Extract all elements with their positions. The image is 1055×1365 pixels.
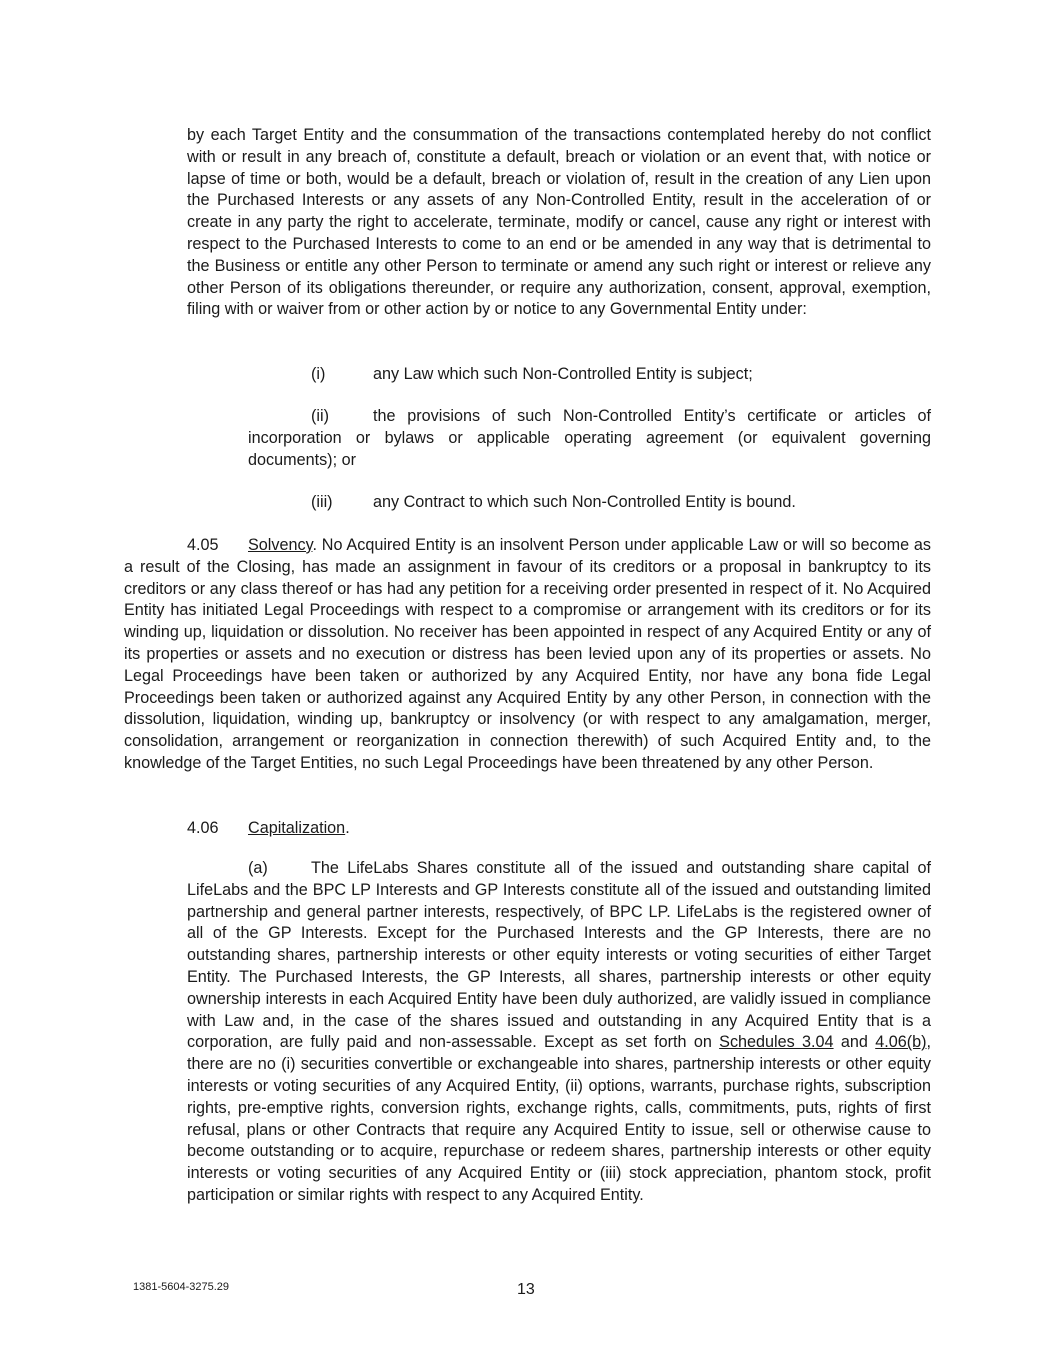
section-number: 4.05 bbox=[187, 536, 219, 554]
section-heading: Solvency bbox=[248, 536, 313, 554]
section-heading: Capitalization bbox=[248, 819, 346, 837]
section-4-05 bbox=[124, 535, 931, 775]
item-text: any Law which such Non-Controlled Entity is subject; bbox=[373, 365, 753, 383]
item-text: the provisions of such Non-Controlled Entity’s certificate or articles of incorporation or bylaws or applicable operating agreement (or equivalent governing documents); or bbox=[248, 407, 931, 469]
section-text: . No Acquired Entity is an insolvent Person under applicable Law or will so become as a result of the Closing, has made an assignment in favour of its creditors or a proposal in bankruptcy to its creditors or any class thereof or has had any petition for a receiving order presented in respect of it. No Acquired Entity has initiated Legal Proceedings with respect to a compromise or arrangement with its creditors or for its winding up, liquidation or dissolution. No receiver has been appointed in respect of any Acquired Entity or any of its properties or assets and no execution or distress has been levied upon any of its properties or assets. No Legal Proceedings have been taken or authorized by any Acquired Entity, nor have any bona fide Legal Proceedings been taken or authorized against any Acquired Entity by any other Person, in connection with the dissolution, liquidation, winding up, bankruptcy or insolvency (or with respect to any amalgamation, merger, consolidation, arrangement or reorganization in connection therewith) of such Acquired Entity and, to the knowledge of the Target Entities, no such Legal Proceedings have been threatened by any other Person. bbox=[124, 536, 931, 772]
schedule-reference: 4.06(b) bbox=[875, 1033, 927, 1052]
subsection-text-part2: and bbox=[833, 1033, 876, 1052]
section-4-06 bbox=[187, 818, 350, 840]
footer-document-id: 1381-5604-3275.29 bbox=[133, 1281, 230, 1293]
schedule-reference: Schedules 3.04 bbox=[719, 1033, 834, 1052]
section-number: 4.06 bbox=[187, 819, 219, 837]
heading-suffix: . bbox=[345, 819, 350, 837]
subsection-a bbox=[187, 858, 931, 1207]
item-text: any Contract to which such Non-Controlled Entity is bound. bbox=[373, 493, 796, 511]
page-number: 13 bbox=[517, 1281, 535, 1298]
item-number: (iii) bbox=[311, 493, 333, 511]
list-item-ii bbox=[248, 406, 931, 471]
item-number: (ii) bbox=[311, 407, 329, 425]
subsection-number: (a) bbox=[248, 859, 268, 877]
subsection-text-part1: The LifeLabs Shares constitute all of the issued and outstanding share capital of LifeLabs and the BPC LP Interests and GP Interests constitute all of the issued and outstanding limited partnership and general partner interests, respectively, of BPC LP. LifeLabs is the registered owner of all of the GP Interests. Except for the Purchased Interests and the GP Interests, there are no outstanding shares, partnership interests or other equity interests or voting securities of either Target Entity. The Purchased Interests, the GP Interests, all shares, partnership interests or other equity ownership interests in each Acquired Entity have been duly authorized, are validly issued in compliance with Law and, in the case of the shares issued and outstanding in any Acquired Entity that is a corporation, are fully paid and non-assessable. Except as set forth on bbox=[187, 859, 931, 1052]
item-number: (i) bbox=[311, 365, 326, 383]
paragraph-continuation: by each Target Entity and the consummation of the transactions contemplated hereby do not conflict with or result in any breach of, constitute a default, breach or violation or an event that, with notice or lapse of time or both, would be a default, breach or violation of, result in the creation of any Lien upon the Purchased Interests or any assets of any Non-Controlled Entity, result in the acceleration of or create in any party the right to accelerate, terminate, modify or cancel, cause any right or interest with respect to the Purchased Interests to come to an end or be amended in any way that is detrimental to the Business or entitle any other Person to terminate or amend any such right or interest or relieve any other Person of its obligations thereunder, or require any authorization, consent, approval, exemption, filing with or waiver from or other action by or notice to any Governmental Entity under: bbox=[187, 126, 931, 319]
subsection-text-part3: , there are no (i) securities convertible or exchangeable into shares, partnership interests or other equity interests or voting securities of any Acquired Entity, (ii) options, warrants, purchase rights, subscription rights, pre-emptive rights, conversion rights, exchange rights, calls, commitments, puts, rights of first refusal, plans or other Contracts that require any Acquired Entity to issue, sell or otherwise cause to become outstanding or to acquire, repurchase or redeem shares, partnership interests or other equity interests or voting securities of any Acquired Entity or (iii) stock appreciation, phantom stock, profit participation or similar rights with respect to any Acquired Entity. bbox=[187, 1033, 931, 1204]
